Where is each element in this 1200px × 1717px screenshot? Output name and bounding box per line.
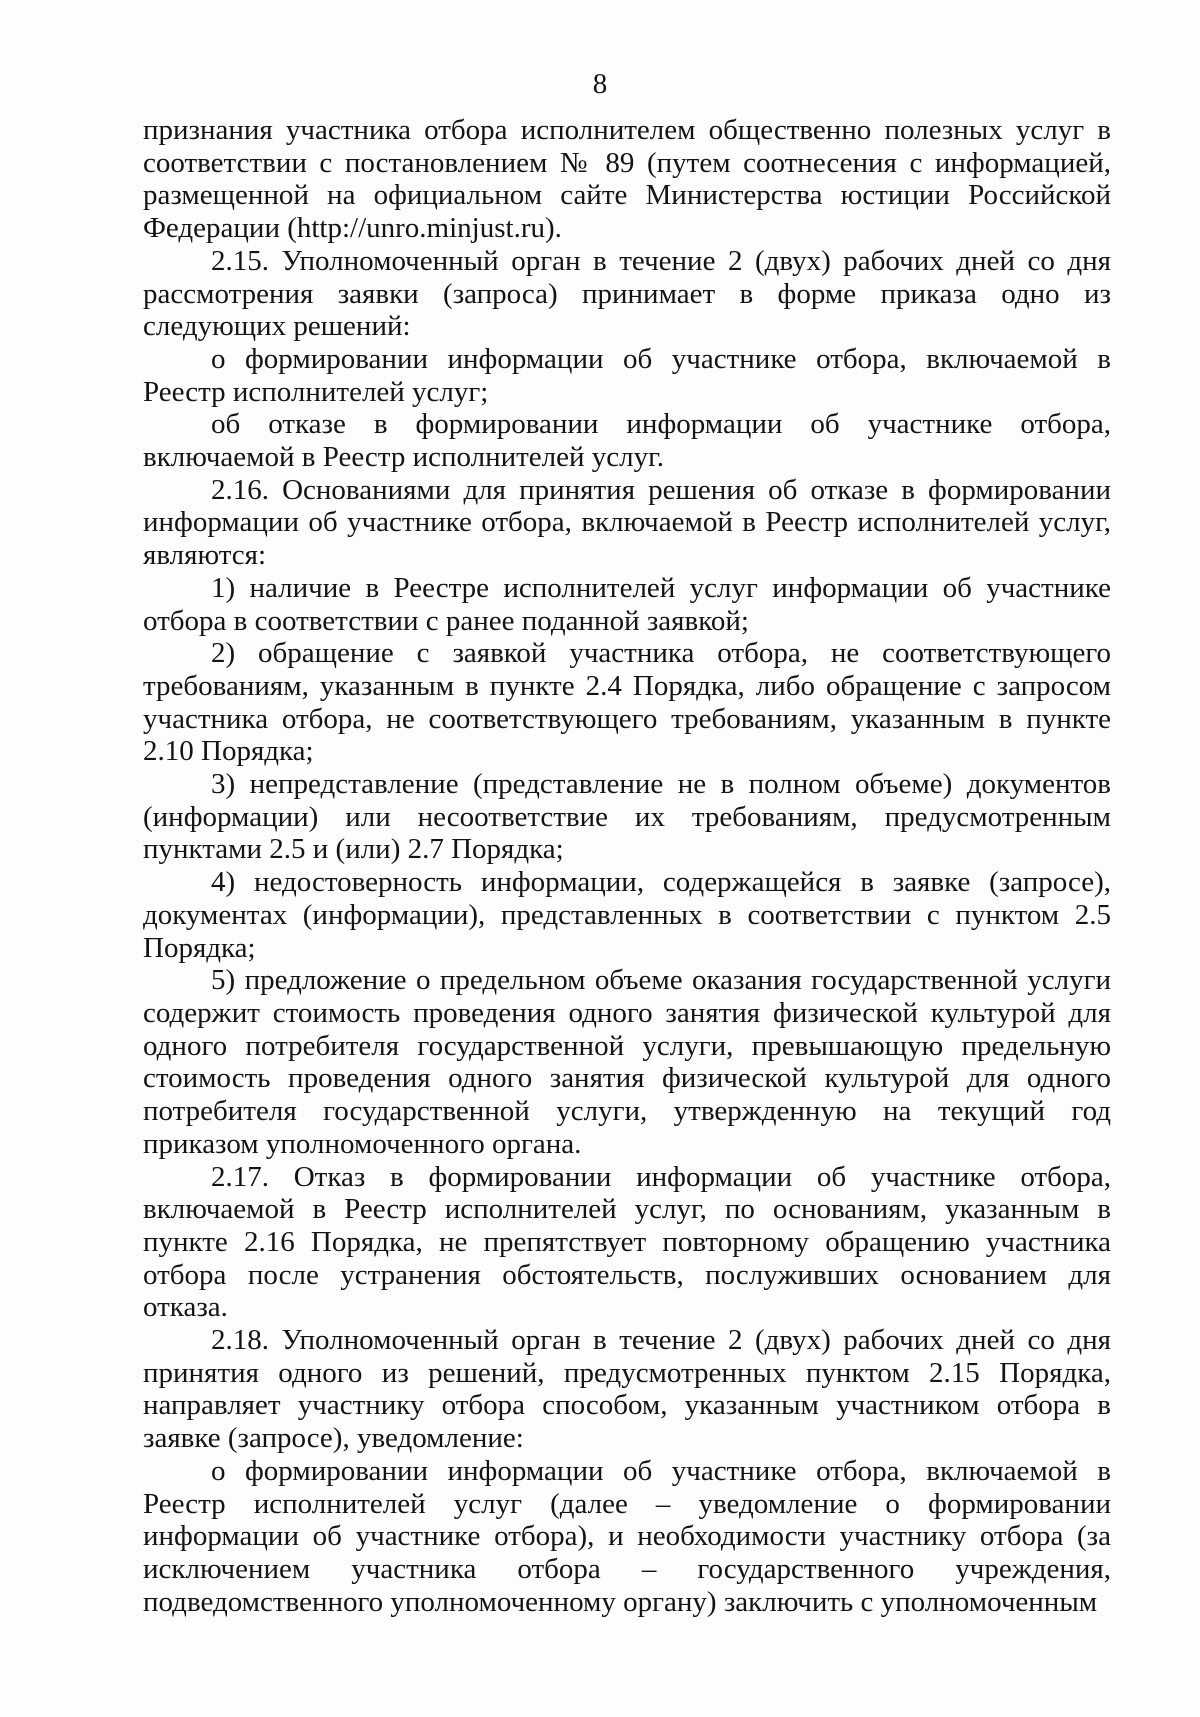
paragraph-notification: о формировании информации об участнике отбора, включаемой в Реестр исполнителей услуг (далее – уведомление о формировании информации об участнике отбора), и необходимости участнику отбора (за исключением участника отбора – государственного учреждения, подведомственного уполномоченному органу) заключить с уполномоченным [143,1454,1111,1618]
list-item-3: 3) непредставление (представление не в полном объеме) документов (информации) или несоответствие их требованиям, предусмотренным пунктами 2.5 и (или) 2.7 Порядка; [143,768,1111,866]
list-item-5: 5) предложение о предельном объеме оказания государственной услуги содержит стоимость проведения одного занятия физической культурой для одного потребителя государственной услуги, превышающую предельную стоимость проведения одного занятия физической культурой для одного потребителя государственной услуги, утвержденную на текущий год приказом уполномоченного органа. [143,964,1111,1160]
paragraph-decision-include: о формировании информации об участнике отбора, включаемой в Реестр исполнителей услуг; [143,342,1111,408]
page-number: 8 [592,68,608,100]
paragraph-2-17: 2.17. Отказ в формировании информации об участнике отбора, включаемой в Реестр исполнителей услуг, по основаниям, указанным в пункте 2.16 Порядка, не препятствует повторному обращению участника отбора после устранения обстоятельств, послуживших основанием для отказа. [143,1160,1111,1324]
paragraph-2-16: 2.16. Основаниями для принятия решения об отказе в формировании информации об участнике отбора, включаемой в Реестр исполнителей услуг, являются: [143,473,1111,572]
paragraph-2-15: 2.15. Уполномоченный орган в течение 2 (двух) рабочих дней со дня рассмотрения заявки (запроса) принимает в форме приказа одно из следующих решений: [143,244,1111,343]
list-item-4: 4) недостоверность информации, содержащейся в заявке (запросе), документах (информации), представленных в соответствии с пунктом 2.5 Порядка; [143,866,1111,964]
paragraph-continuation: признания участника отбора исполнителем общественно полезных услуг в соответствии с постановлением № 89 (путем соотнесения с информацией, размещенной на официальном сайте Министерства юстиции Российской Федерации (http://unro.minjust.ru). [143,114,1111,245]
list-item-1: 1) наличие в Реестре исполнителей услуг информации об участнике отбора в соответствии с ранее поданной заявкой; [143,571,1111,637]
list-item-2: 2) обращение с заявкой участника отбора, не соответствующего требованиям, указанным в пункте 2.4 Порядка, либо обращение с запросом участника отбора, не соответствующего требованиям, указанным в пункте 2.10 Порядка; [143,637,1111,768]
document-body [143,114,1111,1618]
paragraph-2-18: 2.18. Уполномоченный орган в течение 2 (двух) рабочих дней со дня принятия одного из решений, предусмотренных пунктом 2.15 Порядка, направляет участнику отбора способом, указанным участником отбора в заявке (запросе), уведомление: [143,1324,1111,1455]
paragraph-decision-refuse: об отказе в формировании информации об участнике отбора, включаемой в Реестр исполнителей услуг. [143,408,1111,474]
